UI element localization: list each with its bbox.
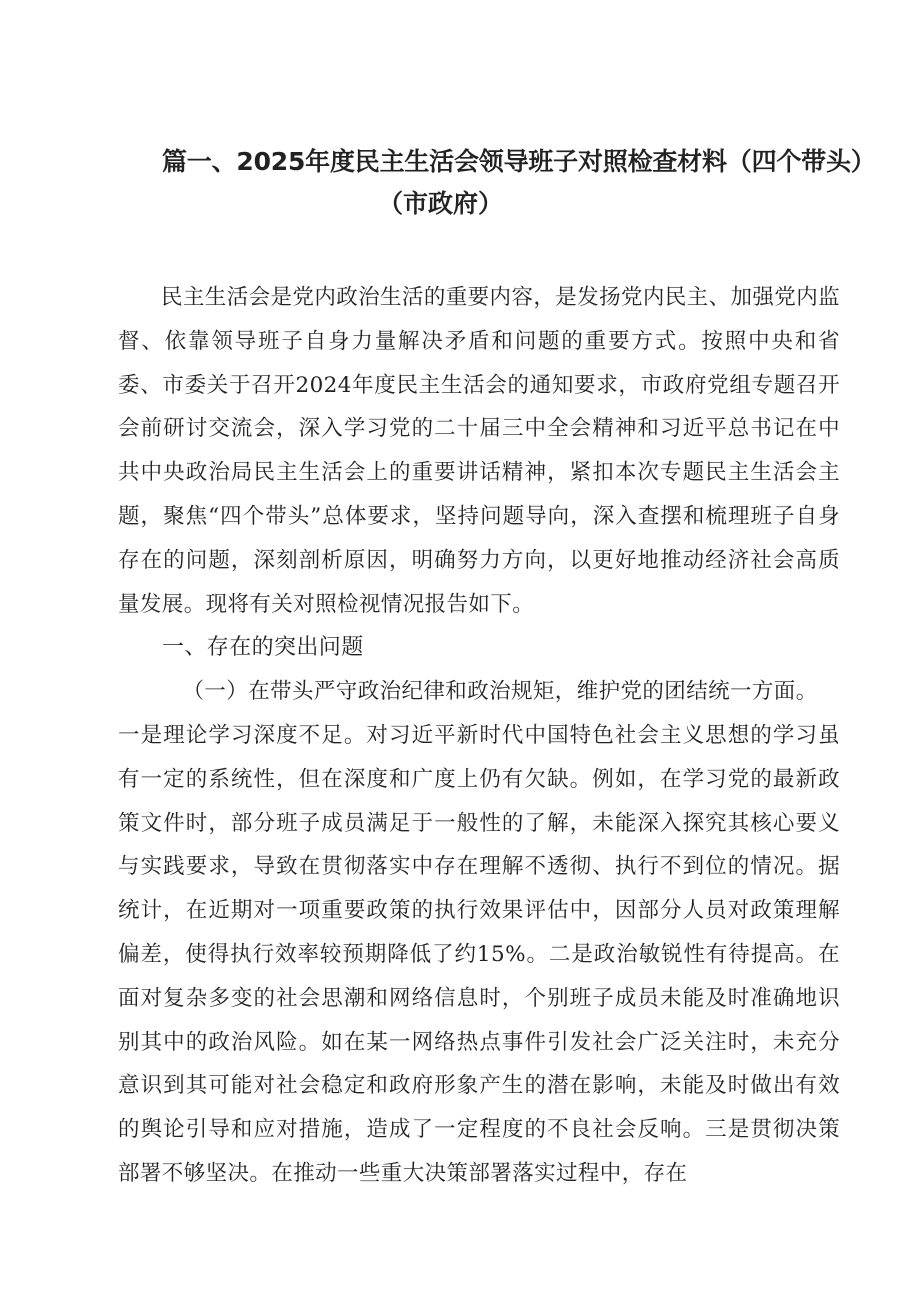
title-line-1: 篇一、2025年度民主生活会领导班子对照检查材料（四个带头） [162, 147, 876, 176]
subsection-body: 一是理论学习深度不足。对习近平新时代中国特色社会主义思想的学习虽有一定的系统性，但在深度和广度上仍有欠缺。例如，在学习党的最新政策文件时，部分班子成员满足于一般性的了解，未能深入探究其核心要义与实践要求，导致在贯彻落实中存在理解不透彻、执行不到位的情况。据统计，在近期对一项重要政策的执行效果评估中，因部分人员对政策理解偏差，使得执行效率较预期降低了约15%。二是政治敏锐性有待提高。在面对复杂多变的社会思潮和网络信息时，个别班子成员未能及时准确地识别其中的政治风险。如在某一网络热点事件引发社会广泛关注时，未充分意识到其可能对社会稳定和政府形象产生的潜在影响，未能及时做出有效的舆论引导和应对措施，造成了一定程度的不良社会反响。三是贯彻决策部署不够坚决。在推动一些重大决策部署落实过程中，存在 [118, 722, 840, 1186]
document-body [118, 276, 840, 1196]
title-line-2: （市政府） [378, 189, 504, 218]
section-heading: 一、存在的突出问题 [162, 635, 364, 661]
subsection-heading: （一）在带头严守政治纪律和政治规矩，维护党的团结统一方面。 [182, 679, 818, 705]
intro-paragraph: 民主生活会是党内政治生活的重要内容，是发扬党内民主、加强党内监督、依靠领导班子自身力量解决矛盾和问题的重要方式。按照中央和省委、市委关于召开2024年度民主生活会的通知要求，市政府党组专题召开会前研讨交流会，深入学习党的二十届三中全会精神和习近平总书记在中共中央政治局民主生活会上的重要讲话精神，紧扣本次专题民主生活会主题，聚焦“四个带头”总体要求，坚持问题导向，深入查摆和梳理班子自身存在的问题，深刻剖析原因，明确努力方向，以更好地推动经济社会高质量发展。现将有关对照检视情况报告如下。 [118, 285, 840, 617]
